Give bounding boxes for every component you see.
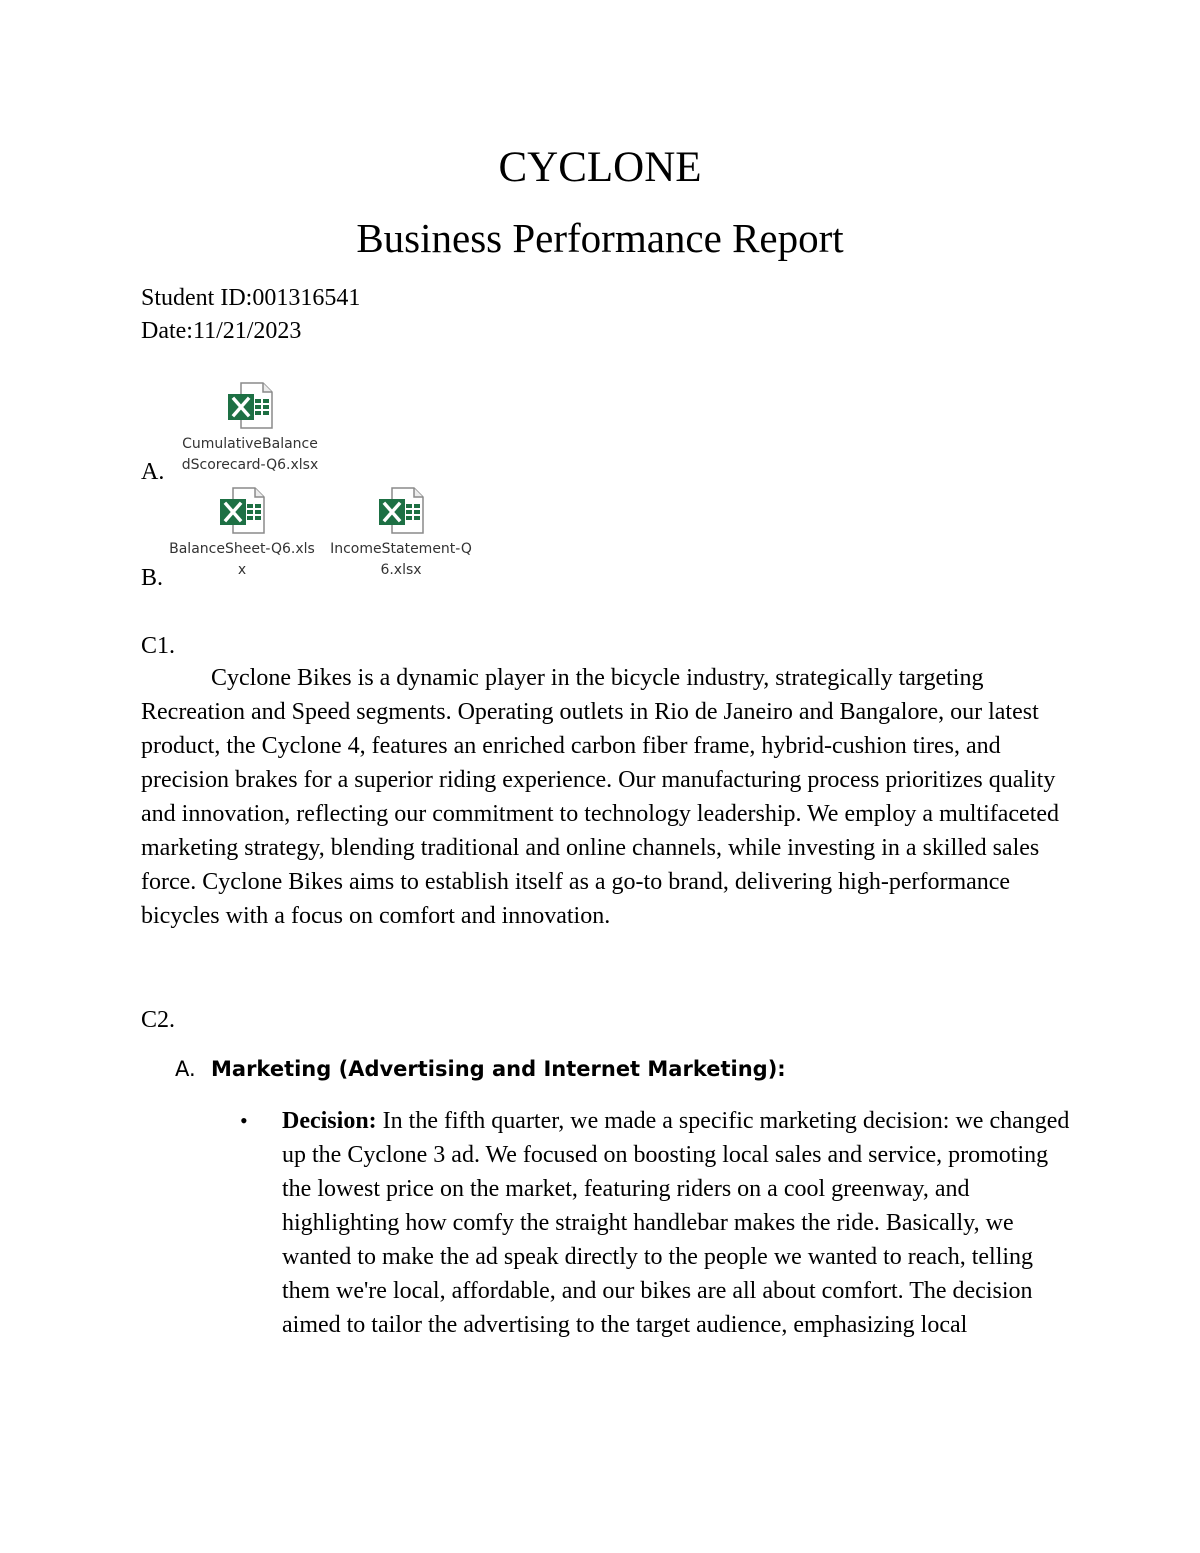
attachment-cumulative-scorecard[interactable] [172,382,328,476]
bullet-icon: • [240,1108,248,1133]
excel-file-icon [219,487,265,535]
heading-text: Marketing (Advertising and Internet Marketing): [211,1057,786,1081]
list-item [240,1104,1070,1342]
document-title: CYCLONE [498,144,702,191]
excel-file-icon [378,487,424,535]
section-c2-label: C2. [141,1007,176,1033]
excel-file-icon [227,382,273,430]
attachment-file-name: BalanceSheet-Q6.xls x [169,541,315,578]
company-overview-paragraph: Cyclone Bikes is a dynamic player in the bicycle industry, strategically targeting Recreation and Speed segments. Operating outlets in Rio de Janeiro and Bangalore, our latest product, the Cyclone 4, features an enriched carbon fiber frame, hybrid-cushion tires, and precision brakes for a superior riding experience. Our manufacturing process prioritizes quality and innovation, reflecting our commitment to technology leadership. We employ a multifaceted marketing strategy, blending traditional and online channels, while investing in a skilled sales force. Cyclone Bikes aims to establish itself as a go-to brand, delivering high-performance bicycles with a focus on comfort and innovation. [141,665,1060,929]
attachment-file-name: CumulativeBalance dScorecard-Q6.xlsx [181,436,319,473]
heading-list-letter: A. [175,1057,196,1081]
section-a-label: A. [141,459,165,485]
bullet-text: In the fifth quarter, we made a specific marketing decision: we changed up the Cyclone 3 ad. We focused on boosting local sales and service, promoting the lowest price on the market, featuring riders on a cool greenway, and highlighting how comfy the straight handlebar makes the ride. Basically, we wanted to make the ad speak directly to the people we wanted to reach, telling them we're local, affordable, and our bikes are all about comfort. The decision aimed to tailor the advertising to the target audience, emphasizing local [282,1108,1070,1338]
section-b-label: B. [141,565,164,591]
attachment-balance-sheet[interactable] [162,487,322,581]
section-c1-label: C1. [141,633,176,659]
bullet-lead: Decision: [282,1108,377,1134]
student-id: Student ID:001316541 [141,285,361,311]
attachment-income-statement[interactable] [321,487,481,581]
attachment-file-name: IncomeStatement-Q 6.xlsx [330,541,472,578]
marketing-heading [175,1052,786,1086]
marketing-bullet-list [240,1104,1070,1342]
document-subtitle: Business Performance Report [356,215,844,261]
report-date: Date:11/21/2023 [141,318,302,344]
